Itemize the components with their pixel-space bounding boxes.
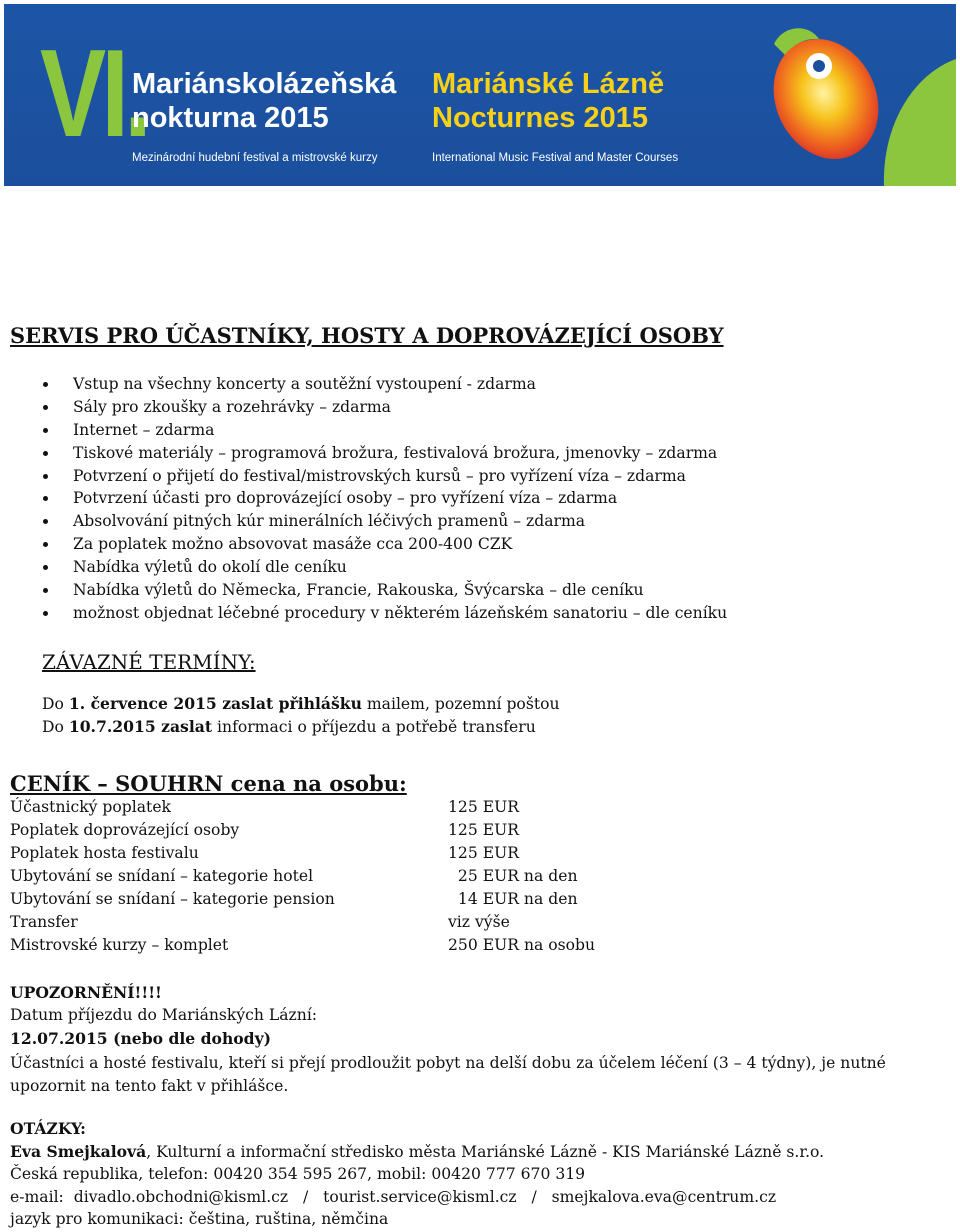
price-label: Poplatek hosta festivalu <box>10 844 199 862</box>
price-value: 14 EUR na den <box>448 890 578 908</box>
services-list <box>40 373 727 625</box>
contact-emails: e-mail: divadlo.obchodni@kisml.cz / tourist.service@kisml.cz / smejkalova.eva@centrum.cz <box>10 1188 777 1206</box>
price-value: 250 EUR na osobu <box>448 936 596 954</box>
arrival-date: 12.07.2015 (nebo dle dohody) <box>10 1029 272 1048</box>
list-item: Potvrzení účasti pro doprovázející osoby – pro vyřízení víza – zdarma <box>40 487 727 510</box>
deadlines-heading: ZÁVAZNÉ TERMÍNY: <box>42 650 256 674</box>
price-value: 125 EUR <box>448 821 519 839</box>
page-title: SERVIS PRO ÚČASTNÍKY, HOSTY A DOPROVÁZEJÍCÍ OSOBY <box>10 323 724 348</box>
banner-title-en-line2: Nocturnes 2015 <box>432 102 648 134</box>
price-value: 25 EUR na den <box>448 867 578 885</box>
deadline-prefix: Do <box>42 718 69 736</box>
list-item: Internet – zdarma <box>40 419 727 442</box>
notice-text: Účastníci a hosté festivalu, kteří si přejí prodloužit pobyt na delší dobu za účelem léčení (3 – 4 týdny), je nutné upozornit na tento fakt v přihlášce. <box>10 1054 886 1095</box>
banner-subtitle-en: International Music Festival and Master Courses <box>432 152 679 164</box>
list-item: Absolvování pitných kúr minerálních léčivých pramenů – zdarma <box>40 510 727 533</box>
contact-name: Eva Smejkalová <box>10 1142 147 1161</box>
deadline-prefix: Do <box>42 695 69 713</box>
price-label: Ubytování se snídaní – kategorie hotel <box>10 867 314 885</box>
arrival-label: Datum příjezdu do Mariánských Lázní: <box>10 1006 318 1024</box>
list-item: Nabídka výletů do Německa, Francie, Rakouska, Švýcarska – dle ceníku <box>40 579 727 602</box>
price-label: Ubytování se snídaní – kategorie pension <box>10 890 335 908</box>
deadline-rest: mailem, pozemní poštou <box>361 695 560 713</box>
list-item: Potvrzení o přijetí do festival/mistrovských kursů – pro vyřízení víza – zdarma <box>40 465 727 488</box>
price-value: viz výše <box>448 913 510 931</box>
bird-logo-icon <box>764 4 956 186</box>
contact-org: , Kulturní a informační středisko města Mariánské Lázně - KIS Mariánské Lázně s.r.o. <box>146 1143 825 1161</box>
banner-roman-numeral: VI. <box>40 25 147 163</box>
banner-title-en-line1: Mariánské Lázně <box>432 68 665 100</box>
contact-line-1 <box>10 1142 824 1161</box>
deadline-date: 1. července 2015 zaslat přihlášku <box>68 694 362 713</box>
list-item: Vstup na všechny koncerty a soutěžní vystoupení - zdarma <box>40 373 727 396</box>
banner-subtitle-cz: Mezinárodní hudební festival a mistrovské kurzy <box>132 152 378 164</box>
price-label: Účastnický poplatek <box>10 798 172 816</box>
price-label: Transfer <box>10 913 78 931</box>
deadline-line-1 <box>42 694 560 713</box>
banner-title-cz-line1: Mariánskolázeňská <box>132 68 397 100</box>
deadline-date: 10.7.2015 zaslat <box>68 717 213 736</box>
contact-line-2: Česká republika, telefon: 00420 354 595 267, mobil: 00420 777 670 319 <box>10 1165 586 1183</box>
deadline-rest: informaci o příjezdu a potřebě transferu <box>212 718 536 736</box>
contact-languages: jazyk pro komunikaci: čeština, ruština, němčina <box>10 1210 389 1228</box>
list-item: Nabídka výletů do okolí dle ceníku <box>40 556 727 579</box>
festival-banner <box>4 4 956 186</box>
list-item: možnost objednat léčebné procedury v některém lázeňském sanatoriu – dle ceníku <box>40 602 727 625</box>
list-item: Sály pro zkoušky a rozehrávky – zdarma <box>40 396 727 419</box>
list-item: Tiskové materiály – programová brožura, festivalová brožura, jmenovky – zdarma <box>40 442 727 465</box>
banner-title-cz-line2: nokturna 2015 <box>132 102 329 134</box>
price-value: 125 EUR <box>448 798 519 816</box>
price-value: 125 EUR <box>448 844 519 862</box>
questions-heading: OTÁZKY: <box>10 1119 86 1138</box>
notice-heading: UPOZORNĚNÍ!!!! <box>10 983 162 1002</box>
price-list-heading: CENÍK – SOUHRN cena na osobu: <box>10 771 407 796</box>
deadline-line-2 <box>42 717 536 736</box>
price-label: Poplatek doprovázející osoby <box>10 821 240 839</box>
list-item: Za poplatek možno absovovat masáže cca 200-400 CZK <box>40 533 727 556</box>
price-label: Mistrovské kurzy – komplet <box>10 936 229 954</box>
